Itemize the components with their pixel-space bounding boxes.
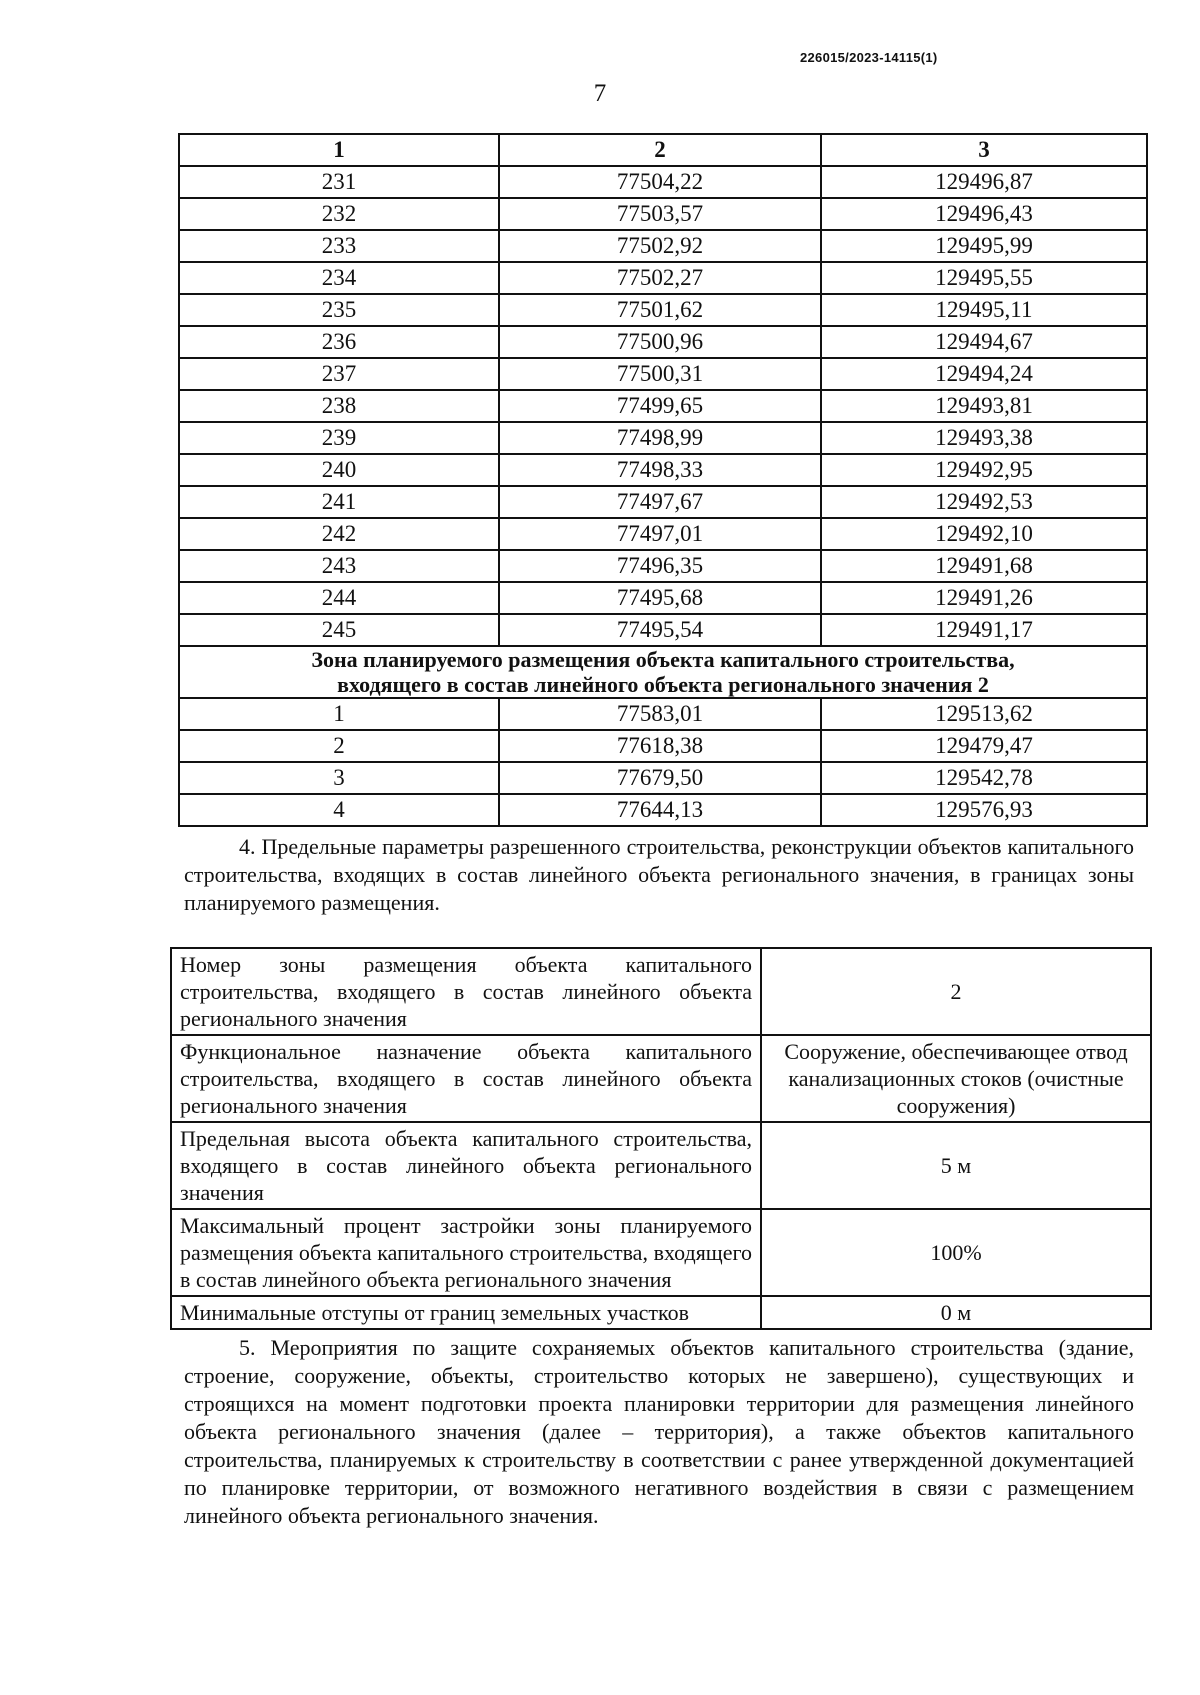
- table-row: [179, 550, 1147, 582]
- table-row: [179, 698, 1147, 730]
- parameter-value: 2: [761, 948, 1151, 1035]
- parameter-label: Максимальный процент застройки зоны планируемого размещения объекта капитального строительства, входящего в состав линейного объекта регионального значения: [171, 1209, 761, 1296]
- table-cell: 77500,31: [499, 358, 821, 390]
- table-cell: 77497,67: [499, 486, 821, 518]
- parameter-row: [171, 1296, 1151, 1329]
- table-row: [179, 762, 1147, 794]
- coordinates-body: [179, 166, 1147, 826]
- table-cell: 129491,68: [821, 550, 1147, 582]
- table-cell: 129493,38: [821, 422, 1147, 454]
- table-cell: 3: [179, 762, 499, 794]
- table-cell: 129495,55: [821, 262, 1147, 294]
- table-cell: 243: [179, 550, 499, 582]
- table-cell: 231: [179, 166, 499, 198]
- table-cell: 129495,99: [821, 230, 1147, 262]
- parameter-row: [171, 1035, 1151, 1122]
- table-cell: 1: [179, 698, 499, 730]
- column-header: 3: [821, 134, 1147, 166]
- table-row: [179, 198, 1147, 230]
- table-cell: 77679,50: [499, 762, 821, 794]
- table-cell: 77583,01: [499, 698, 821, 730]
- parameter-value: 100%: [761, 1209, 1151, 1296]
- table-cell: 77496,35: [499, 550, 821, 582]
- table-cell: 77501,62: [499, 294, 821, 326]
- table-cell: 2: [179, 730, 499, 762]
- table-cell: 129542,78: [821, 762, 1147, 794]
- table-cell: 129491,26: [821, 582, 1147, 614]
- table-cell: 129479,47: [821, 730, 1147, 762]
- table-cell: 129494,24: [821, 358, 1147, 390]
- table-cell: 77495,54: [499, 614, 821, 646]
- table-cell: 77495,68: [499, 582, 821, 614]
- column-header: 1: [179, 134, 499, 166]
- table-cell: 129576,93: [821, 794, 1147, 826]
- paragraph-5: [184, 1334, 1134, 1530]
- table-cell: 237: [179, 358, 499, 390]
- table-cell: 234: [179, 262, 499, 294]
- parameters-table: [170, 947, 1152, 1330]
- table-row: [179, 582, 1147, 614]
- parameter-label: Минимальные отступы от границ земельных участков: [171, 1296, 761, 1329]
- table-row: [179, 422, 1147, 454]
- parameter-value: Сооружение, обеспечивающее отвод канализационных стоков (очистные сооружения): [761, 1035, 1151, 1122]
- table-cell: 129494,67: [821, 326, 1147, 358]
- table-cell: 77644,13: [499, 794, 821, 826]
- table-cell: 238: [179, 390, 499, 422]
- table-row: [179, 358, 1147, 390]
- table-cell: 77498,99: [499, 422, 821, 454]
- table-cell: 235: [179, 294, 499, 326]
- column-header: 2: [499, 134, 821, 166]
- table-cell: 129492,95: [821, 454, 1147, 486]
- table-row: [179, 294, 1147, 326]
- table-row: [179, 166, 1147, 198]
- table-cell: 129513,62: [821, 698, 1147, 730]
- table-cell: 244: [179, 582, 499, 614]
- parameter-value: 5 м: [761, 1122, 1151, 1209]
- table-cell: 77499,65: [499, 390, 821, 422]
- table-cell: 129495,11: [821, 294, 1147, 326]
- table-cell: 245: [179, 614, 499, 646]
- table-row: [179, 390, 1147, 422]
- table-row: [179, 262, 1147, 294]
- table-row: [179, 454, 1147, 486]
- table-cell: 4: [179, 794, 499, 826]
- table-cell: 77500,96: [499, 326, 821, 358]
- table-cell: 129496,43: [821, 198, 1147, 230]
- table-row: [179, 486, 1147, 518]
- parameter-value: 0 м: [761, 1296, 1151, 1329]
- parameter-label: Номер зоны размещения объекта капитального строительства, входящего в состав линейного объекта регионального значения: [171, 948, 761, 1035]
- table-row: [179, 614, 1147, 646]
- parameter-row: [171, 948, 1151, 1035]
- table-row: [179, 730, 1147, 762]
- table-cell: 233: [179, 230, 499, 262]
- table-row: [179, 230, 1147, 262]
- zone-title-row: [179, 646, 1147, 698]
- table-cell: 77502,27: [499, 262, 821, 294]
- paragraph-4: [184, 833, 1134, 917]
- table-cell: 77618,38: [499, 730, 821, 762]
- parameters-body: [171, 948, 1151, 1329]
- table-row: [179, 326, 1147, 358]
- table-cell: 77497,01: [499, 518, 821, 550]
- page-number: 7: [593, 80, 607, 107]
- coordinates-table: [178, 133, 1148, 827]
- table-cell: 77503,57: [499, 198, 821, 230]
- parameter-label: Функциональное назначение объекта капитального строительства, входящего в состав линейного объекта регионального значения: [171, 1035, 761, 1122]
- paragraph-4-text: 4. Предельные параметры разрешенного строительства, реконструкции объектов капитального строительства, входящих в состав линейного объекта регионального значения, в границах зоны планируемого размещения.: [184, 834, 1134, 915]
- table-cell: 129496,87: [821, 166, 1147, 198]
- table-cell: 77498,33: [499, 454, 821, 486]
- parameter-row: [171, 1209, 1151, 1296]
- table-header-row: [179, 134, 1147, 166]
- zone-title-line: входящего в состав линейного объекта регионального значения 2: [337, 672, 989, 697]
- table-cell: 129492,53: [821, 486, 1147, 518]
- table-cell: 77504,22: [499, 166, 821, 198]
- table-cell: 241: [179, 486, 499, 518]
- table-cell: 77502,92: [499, 230, 821, 262]
- paragraph-5-text: 5. Мероприятия по защите сохраняемых объектов капитального строительства (здание, строение, сооружение, объекты, строительство которых не завершено), существующих и строящихся на момент подготовки проекта планировки территории для размещения линейного объекта регионального значения (далее – территория), а также объектов капитального строительства, планируемых к строительству в соответствии с ранее утвержденной документацией по планировке территории, от возможного негативного воздействия в связи с размещением линейного объекта регионального значения.: [184, 1335, 1134, 1528]
- table-cell: 232: [179, 198, 499, 230]
- table-cell: 129491,17: [821, 614, 1147, 646]
- table-cell: 129492,10: [821, 518, 1147, 550]
- table-row: [179, 518, 1147, 550]
- table-cell: 240: [179, 454, 499, 486]
- table-row: [179, 794, 1147, 826]
- table-cell: 242: [179, 518, 499, 550]
- document-number: 226015/2023-14115(1): [800, 50, 938, 65]
- zone-title-line: Зона планируемого размещения объекта капитального строительства,: [311, 647, 1015, 672]
- table-cell: 129493,81: [821, 390, 1147, 422]
- zone-title: [179, 646, 1147, 698]
- parameter-label: Предельная высота объекта капитального строительства, входящего в состав линейного объекта регионального значения: [171, 1122, 761, 1209]
- table-cell: 239: [179, 422, 499, 454]
- parameter-row: [171, 1122, 1151, 1209]
- table-cell: 236: [179, 326, 499, 358]
